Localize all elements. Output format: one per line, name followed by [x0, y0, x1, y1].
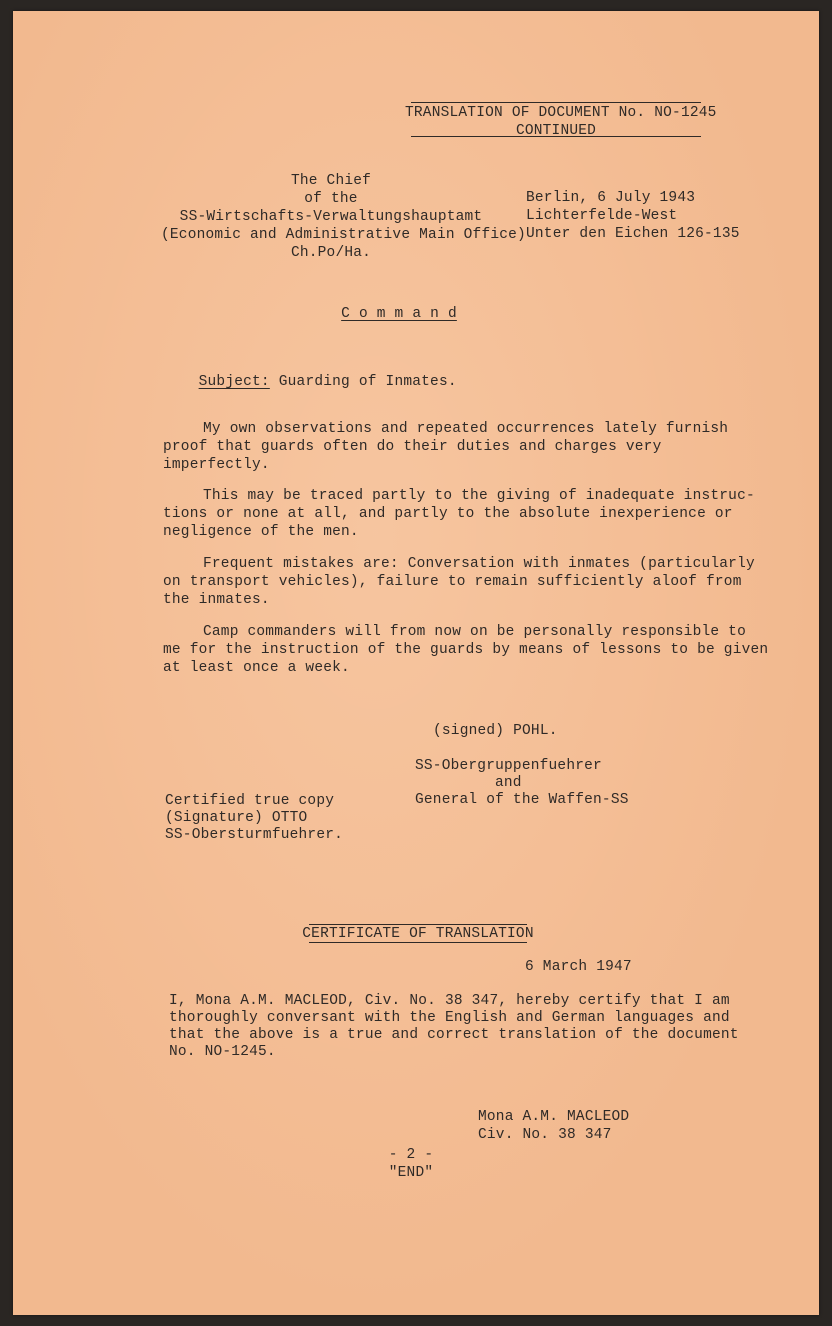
paragraph-line: on transport vehicles), failure to remain sufficiently aloof from	[163, 574, 742, 590]
subject-text: Guarding of Inmates.	[278, 374, 457, 390]
certificate-date: 6 March 1947	[525, 959, 632, 975]
certificate-heading: CERTIFICATE OF TRANSLATION	[302, 926, 534, 942]
page-number: - 2 -	[388, 1147, 434, 1163]
paragraph-line: imperfectly.	[163, 457, 270, 473]
sender-line: The Chief	[290, 173, 372, 189]
certificate-line: thoroughly conversant with the English and German languages and	[169, 1010, 730, 1026]
sender-line: of the	[304, 191, 358, 207]
place-date-line: Unter den Eichen 126-135	[526, 226, 740, 242]
paragraph-line: Frequent mistakes are: Conversation with inmates (particularly	[203, 556, 755, 572]
paragraph-line: This may be traced partly to the giving of inadequate instruc-	[203, 488, 755, 504]
signature-and: and	[495, 775, 522, 791]
document-title: C o m m a n d	[341, 306, 457, 322]
place-date-line: Lichterfelde-West	[526, 208, 678, 224]
certificate-line: No. NO-1245.	[169, 1044, 276, 1060]
certified-line: (Signature) OTTO	[165, 810, 308, 826]
paragraph-line: Camp commanders will from now on be personally responsible to	[203, 624, 746, 640]
sender-line: SS-Wirtschafts-Verwaltungshauptamt	[179, 209, 483, 225]
certificate-bottom-rule	[309, 942, 527, 943]
end-marker: "END"	[388, 1165, 434, 1181]
header-title: TRANSLATION OF DOCUMENT No. NO-1245	[405, 105, 717, 121]
header-bottom-rule	[411, 136, 701, 137]
paragraph-line: negligence of the men.	[163, 524, 359, 540]
sender-reference: Ch.Po/Ha.	[290, 245, 372, 261]
place-date-line: Berlin, 6 July 1943	[526, 190, 696, 206]
header-top-rule	[411, 102, 701, 103]
signature-rank: SS-Obergruppenfuehrer	[415, 758, 602, 774]
paragraph-line: me for the instruction of the guards by means of lessons to be given	[163, 642, 769, 658]
translator-name: Mona A.M. MACLEOD	[478, 1109, 630, 1125]
header-continued: CONTINUED	[515, 123, 597, 139]
paragraph-line: proof that guards often do their duties and charges very	[163, 439, 662, 455]
sender-line: (Economic and Administrative Main Office)	[161, 227, 526, 243]
signed-pohl: (signed) POHL.	[433, 723, 558, 739]
paragraph-line: My own observations and repeated occurrences lately furnish	[203, 421, 729, 437]
signature-title: General of the Waffen-SS	[415, 792, 629, 808]
certificate-line: I, Mona A.M. MACLEOD, Civ. No. 38 347, hereby certify that I am	[169, 993, 730, 1009]
certified-line: SS-Obersturmfuehrer.	[165, 827, 344, 843]
document-page	[13, 11, 819, 1315]
certified-line: Certified true copy	[165, 793, 335, 809]
certificate-line: that the above is a true and correct translation of the document	[169, 1027, 739, 1043]
subject-line	[163, 355, 457, 409]
paragraph-line: the inmates.	[163, 592, 270, 608]
paragraph-line: tions or none at all, and partly to the absolute inexperience or	[163, 506, 733, 522]
translator-civ-number: Civ. No. 38 347	[478, 1127, 612, 1143]
paragraph-line: at least once a week.	[163, 660, 350, 676]
subject-label: Subject:	[198, 374, 270, 390]
